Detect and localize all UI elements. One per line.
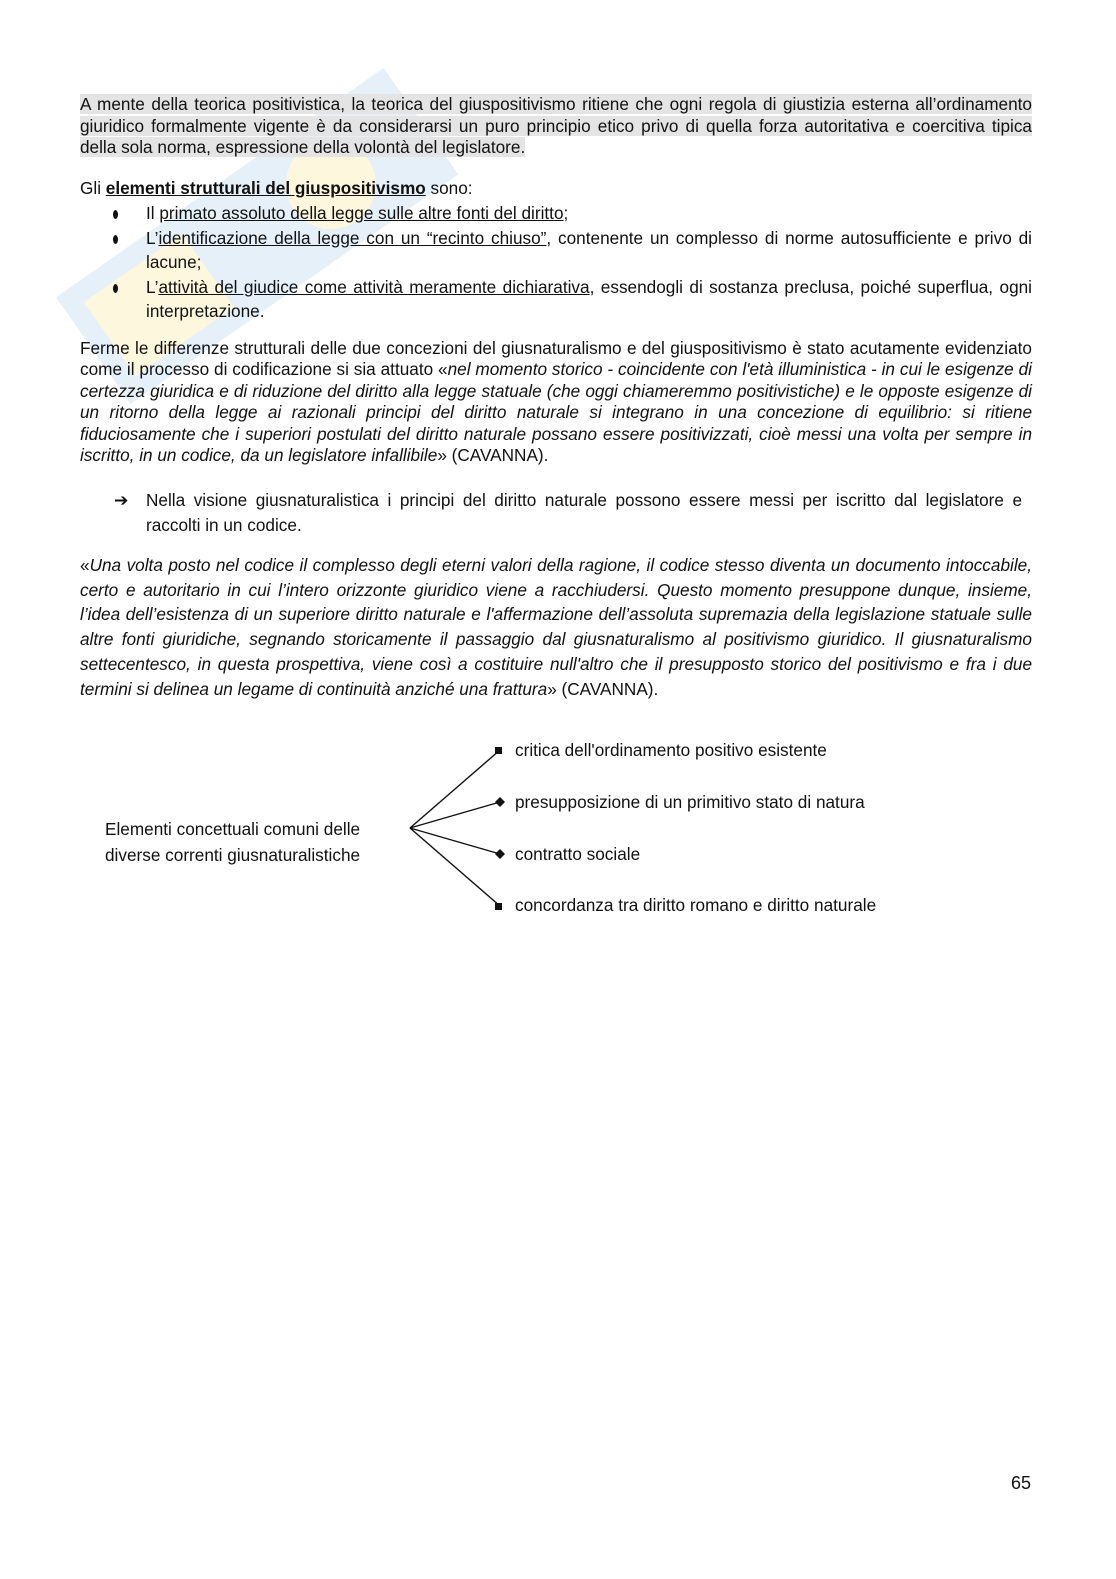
bullet-icon [113, 235, 118, 244]
diamond-bullet-icon [495, 849, 505, 859]
bullet-suffix: , contenente un complesso di norme autosufficiente e privo di lacune; [146, 227, 1032, 272]
diagram-item: concordanza tra diritto romano e diritto naturale [515, 895, 877, 915]
arrow-note-text: Nella visione giusnaturalistica i principi del diritto naturale possono essere messi per iscritto dal legislatore e raccolti in un codice. [146, 490, 1022, 535]
square-bullet-icon [495, 903, 502, 910]
diagram-label [105, 816, 405, 868]
intro-prefix: Gli [80, 178, 106, 198]
bullet-underlined: primato assoluto della legge sulle altre fonti del diritto [159, 203, 564, 223]
bullet-icon [113, 284, 118, 293]
quote-closing: » (CAVANNA). [547, 678, 659, 699]
quote-open: « [80, 555, 90, 575]
bullet-suffix: ; [563, 203, 569, 223]
diagram-label-line: diverse correnti giusnaturalistiche [105, 845, 361, 865]
bullet-prefix: L’ [146, 227, 159, 248]
intro-bold-term: elementi strutturali del giuspositivismo [105, 178, 426, 198]
diamond-bullet-icon [495, 797, 505, 807]
arrow-right-icon: ➔ [114, 490, 129, 510]
intro-suffix: sono: [425, 178, 473, 198]
diagram-branch-line [410, 828, 500, 906]
paragraph-2-plain: Ferme le differenze strutturali delle due concezioni del giusnaturalismo e del giuspositivismo è stato acutamente evidenziato come il processo di codificazione si sia attuato « [80, 338, 1032, 380]
bullet-icon [113, 210, 118, 219]
square-bullet-icon [495, 747, 502, 754]
quote-italic-text: Una volta posto nel codice il complesso degli eterni valori della ragione, il codice stesso diventa un documento intoccabile, certo e autoritario in cui l’intero orizzonte giuridico viene a racchiudersi. Questo momento presuppone dunque, insieme, l’idea dell’esistenza di un superiore diritto naturale e l'affermazione dell’assoluta supremazia della legislazione statuale sulle altre fonti giuridiche, segnando storicamente il passaggio dal giusnaturalismo al positivismo giuridico. Il giusnaturalismo settecentesco, in questa prospettiva, viene così a costituire null'altro che il presupposto storico del positivismo e fra i due termini si delinea un legame di continuità anziché una frattura [80, 555, 1032, 699]
page-number: 65 [1010, 1473, 1031, 1493]
diagram-label-line: Elementi concettuali comuni delle [105, 819, 361, 839]
bullet-suffix: , essendogli di sostanza preclusa, poiché superflua, ogni interpretazione. [146, 276, 1032, 321]
diagram-item: presupposizione di un primitivo stato di natura [515, 792, 865, 812]
bullet-underlined: identificazione della legge con un “recinto chiuso” [158, 227, 547, 248]
bullet-underlined: attività del giudice come attività meramente dichiarativa [158, 276, 590, 297]
structural-elements-intro [80, 178, 1032, 200]
list-item [80, 201, 1032, 226]
list-item [80, 226, 1032, 275]
diagram-branch-line [410, 828, 500, 854]
bullet-prefix: Il [146, 203, 160, 223]
diagram-item: contratto sociale [515, 844, 641, 864]
diagram-item: critica dell'ordinamento positivo esistente [515, 740, 827, 760]
arrow-note [80, 488, 1022, 538]
cavanna-quote [80, 553, 1032, 701]
diagram-branch-line [410, 802, 500, 828]
bullet-prefix: L’ [146, 276, 159, 297]
paragraph-2-closing: » (CAVANNA). [437, 445, 549, 466]
structural-elements-list [80, 201, 1032, 324]
paragraph-codification [80, 338, 1032, 466]
list-item [80, 275, 1032, 324]
paragraph-1-text: A mente della teorica positivistica, la teorica del giuspositivismo ritiene che ogni regola di giustizia esterna all’ordinamento giuridico formalmente vigente è da considerarsi un puro principio etico privo di quella forza autoritativa e coercitiva tipica della sola norma, espressione della volontà del legislatore. [80, 94, 1032, 157]
diagram-branch-line [410, 750, 500, 828]
paragraph-2-italic-quote: nel momento storico - coincidente con l'età illuministica - in cui le esigenze di certezza giuridica e di riduzione del diritto alla legge statuale (che oggi chiameremmo positivistiche) e le opposte esigenze di un ritorno della legge ai razionali principi del diritto naturale si integrano in una concezione di equilibrio: si ritiene fiduciosamente che i superiori postulati del diritto naturale possano essere positivizzati, cioè messi una volta per sempre in iscritto, in un codice, da un legislatore infallibile [80, 359, 1032, 466]
paragraph-giuspositivismo [80, 94, 1032, 159]
